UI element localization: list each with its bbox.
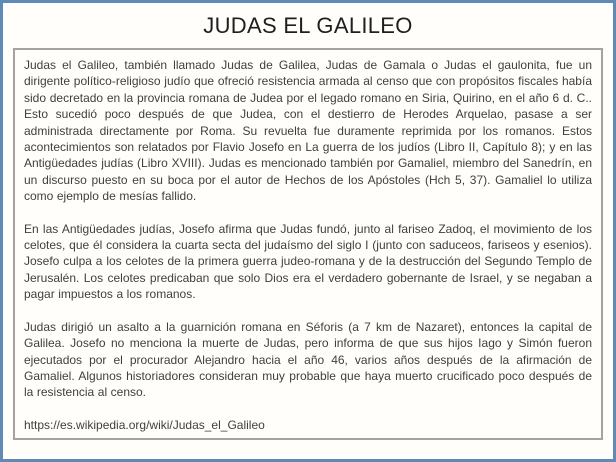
paragraph-intro: Judas el Galileo, también llamado Judas de Galilea, Judas de Gamala o Judas el gaulonita, fue un dirigente político-religioso judío que ofreció resistencia armada al censo que con propósitos fiscales había sido decretado en la provincia romana de Judea por el legado romano en Siria, Quirino, en el año 6 d. C.. Esto sucedió poco después de que Judea, con el destierro de Herodes Arquelao, pasase a ser administrada directamente por Roma. Su revuelta fue duramente reprimida por los romanos. Estos acontecimientos son relatados por Flavio Josefo en La guerra de los judíos (Libro II, Capítulo 8); y en las Antigüedades judías (Libro XVIII). Judas es mencionado también por Gamaliel, miembro del Sanedrín, en un discurso puesto en su boca por el autor de Hechos de los Apóstoles (Hch 5, 37). Gamaliel lo utiliza como ejemplo de mesías fallido. [24, 58, 592, 204]
page-title: JUDAS EL GALILEO [203, 13, 413, 38]
paragraph-death: Judas dirigió un asalto a la guarnición romana en Séforis (a 7 km de Nazaret), entonces la capital de Galilea. Josefo no menciona la muerte de Judas, pero informa de que sus hijos Iago y Simón fueron ejecutados por el procurador Alejandro hacia el año 46, varios años después de la afirmación de Gamaliel. Algunos historiadores consideran muy probable que haya muerto crucificado poco después de la resistencia al censo. [24, 319, 592, 400]
source-url: https://es.wikipedia.org/wiki/Judas_el_Galileo [24, 417, 265, 432]
content-box [13, 48, 603, 440]
paragraph-zealots: En las Antigüedades judías, Josefo afirma que Judas fundó, junto al fariseo Zadoq, el movimiento de los celotes, que él considera la cuarta secta del judaísmo del siglo I (junto con saduceos, fariseos y esenios). Josefo culpa a los celotes de la primera guerra judeo-romana y de la destrucción del Segundo Templo de Jerusalén. Los celotes predicaban que solo Dios era el verdadero gobernante de Israel, y se negaban a pagar impuestos a los romanos. [24, 221, 592, 302]
